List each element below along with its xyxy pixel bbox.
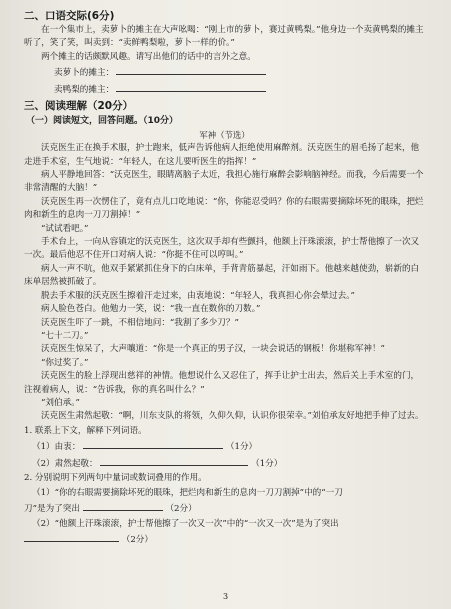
question1a-label: （1）由衷： (32, 442, 81, 453)
question2b-blank[interactable] (24, 531, 119, 542)
passage-paragraph: “试试看吧。” (41, 223, 89, 234)
passage-paragraph: “七十二刀。” (41, 330, 89, 341)
question1b-score: （1分） (251, 458, 283, 469)
passage-paragraph: “刘伯承。” (41, 397, 80, 408)
passage-paragraph: 沃克医生吓了一跳，不相信地问：“我割了多少刀？” (41, 317, 239, 328)
page-number: 3 (222, 591, 229, 601)
passage-paragraph: 沃克医生再一次愣住了，竟有点儿口吃地说：“你，你能忍受吗？你的右眼需要摘除坏死的眼珠，把烂肉和新生的息肉一刀刀割掉！” (24, 196, 424, 221)
radish-answer-line[interactable] (116, 64, 266, 75)
section2-heading: 二、口语交际(6分) (24, 10, 115, 22)
passage-paragraph: 脱去手术服的沃克医生擦着汗走过来，由衷地说：“年轻人，我真担心你会晕过去。” (41, 290, 355, 301)
passage-paragraph: 沃克医生正在换手术服，护士跑来，低声告诉他病人拒绝使用麻醉剂。沃克医生的眉毛扬了起来，他走进手术室，生气地说：“年轻人，在这儿要听医生的指挥！” (24, 143, 420, 167)
pear-answer-row (54, 81, 425, 98)
reading-subheading: （一）阅读短文，回答问题。（10分） (26, 116, 179, 127)
question2b-score: （2分） (121, 535, 153, 546)
question2: 2. 分别说明下列两句中量词或数词叠用的作用。 (24, 473, 207, 484)
radish-label: 卖萝卜的摊主： (54, 68, 115, 79)
section3-heading: 三、阅读理解（20分） (24, 100, 134, 113)
radish-answer-row (54, 64, 425, 81)
section2-intro: 在一个集市上，卖萝卜的摊主在大声吆喝：“刚上市的萝卜，赛过黄鸭梨。”他身边一个卖黄鸭梨的摊主听了，笑了笑，叫卖到：“卖鲜鸭梨啦，萝卜一样的价。” (24, 25, 424, 49)
passage-paragraph: 沃克医生惊呆了，大声嚷道：“你是一个真正的男子汉，一块会说话的钢板！你堪称军神！” (41, 344, 385, 355)
question2b-row (24, 531, 425, 548)
passage-paragraph: “你过奖了。” (41, 357, 89, 368)
question1a-row (32, 438, 425, 455)
question2a-blank[interactable] (83, 500, 163, 511)
question2b-line1: （2）“他额上汗珠滚滚，护士帮他擦了一次又一次”中的“一次又一次”是为了突出 (32, 518, 339, 529)
pear-label: 卖鸭梨的摊主： (54, 85, 115, 96)
question1a-blank[interactable] (83, 438, 223, 449)
passage-title: 军神（节选） (199, 130, 250, 141)
passage-paragraph: 手术台上，一向从容镇定的沃克医生，这次双手却有些颤抖，他额上汗珠滚滚，护士帮他擦了一次又一次。最后他忍不住开口对病人说：“你挺不住可以哼叫。” (24, 237, 420, 261)
question1b-blank[interactable] (100, 455, 248, 466)
pear-answer-line[interactable] (116, 81, 266, 92)
passage-paragraph: 病人平静地回答：“沃克医生，眼睛离脑子太近，我担心施行麻醉会影响脑神经。而我，今后需要一个非常清醒的大脑！” (24, 170, 424, 194)
passage-paragraph: 沃克医生的脸上浮现出慈祥的神情。他想说什么又忍住了，挥手让护士出去，然后关上手术室的门，注视着病人，说：“告诉我，你的真名叫什么？” (24, 371, 420, 395)
passage (24, 142, 425, 424)
question2a-line1: （1）“你的右眼需要摘除坏死的眼珠，把烂肉和新生的息肉一刀刀割掉”中的“一刀 (32, 487, 343, 498)
passage-paragraph: 病人一声不吭，他双手紧紧抓住身下的白床单，手背青筋暴起，汗如雨下。他越来越使劲，崭新的白床单居然被抓破了。 (24, 263, 420, 288)
question2a-label: 刀”是为了突出 (24, 504, 80, 515)
question1: 1. 联系上下文，解释下列词语。 (24, 425, 147, 436)
passage-paragraph: 沃克医生肃然起敬：“啊，川东支队的将领，久仰久仰，认识你很荣幸。”刘伯承友好地把手伸了过去。 (41, 411, 424, 422)
section2-question: 两个摊主的话颇默风趣。请写出他们的话中的言外之意。 (41, 51, 256, 62)
passage-paragraph: 病人脸色苍白。他勉力一笑，说：“我一直在数你的刀数。” (41, 304, 261, 315)
question2a-row (24, 500, 425, 517)
question1b-row (32, 455, 425, 472)
question2a-score: （2分） (165, 504, 197, 515)
question1a-score: （1分） (225, 442, 258, 453)
question1b-label: （2）肃然起敬： (32, 458, 98, 469)
